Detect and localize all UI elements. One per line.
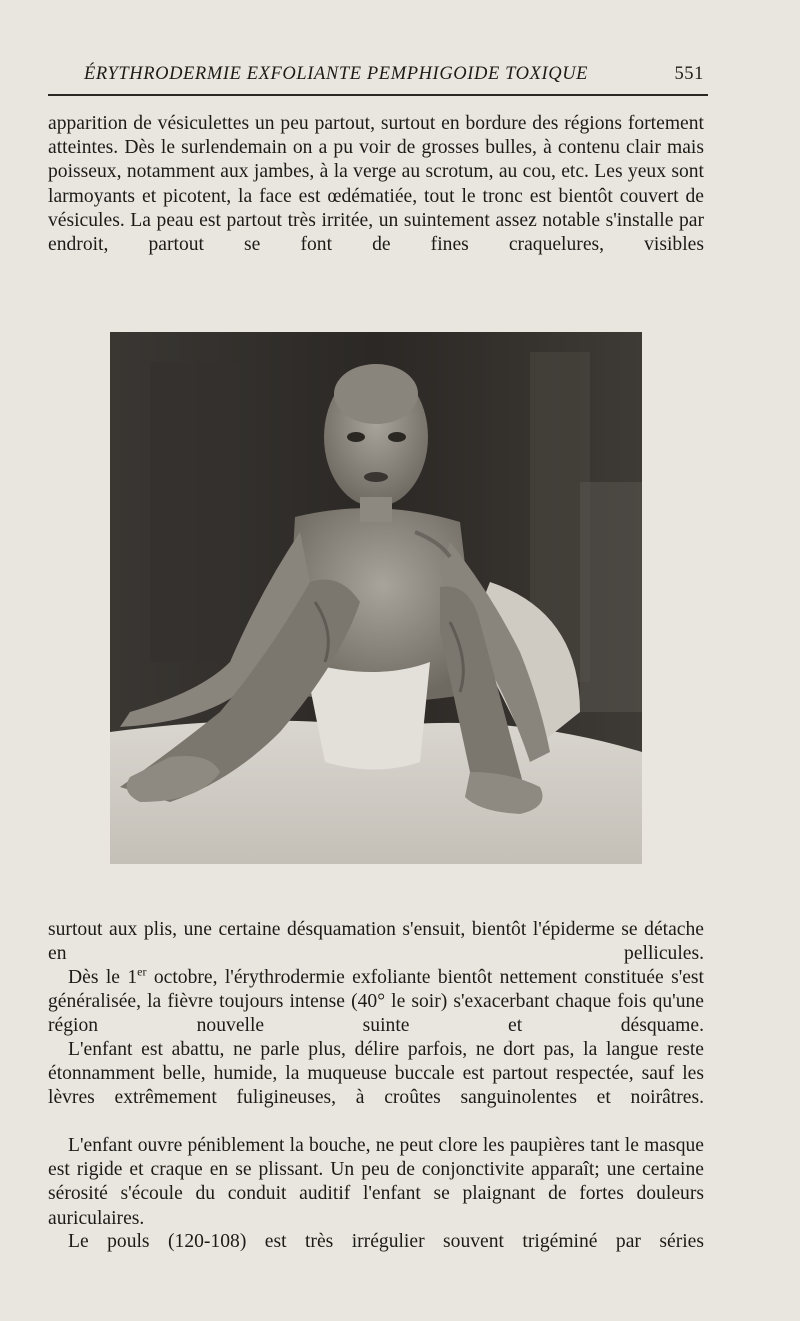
paragraph-2: surtout aux plis, une certaine désquamation s'ensuit, bientôt l'épiderme se détache en pellicules.: [48, 919, 704, 965]
patient-photograph: [110, 332, 642, 864]
paragraph-3-rest: octobre, l'érythrodermie exfoliante bientôt nettement constituée s'est généralisée, la fièvre toujours intense (40° le soir) s'exacerbant chaque fois qu'une région nouvelle suinte et désquame.: [48, 967, 704, 1037]
paragraph-1: apparition de vésiculettes un peu partout, surtout en bordure des régions fortement atteintes. Dès le surlendemain on a pu voir de grosses bulles, à contenu clair mais poisseux, notamment aux jambes, à la verge au scrotum, au cou, etc. Les yeux sont larmoyants et picotent, la face est œdématiée, tout le tronc est bientôt couvert de vésicules. La peau est partout très irritée, un suintement assez notable s'installe par endroit, partout se font de fines craquelures, visibles: [48, 113, 704, 256]
header-rule: [48, 94, 708, 96]
page-number: 551: [674, 64, 704, 84]
child-patient-photograph-icon: [110, 332, 642, 864]
paragraph-3-start: Dès le 1: [68, 967, 138, 988]
running-title: ÉRYTHRODERMIE EXFOLIANTE PEMPHIGOIDE TOXIQUE: [84, 64, 589, 84]
paragraph-4: L'enfant est abattu, ne parle plus, délire parfois, ne dort pas, la langue reste étonnamment belle, humide, la muqueuse buccale est partout respectée, sauf les lèvres extrêmement fuligineuses, à croûtes sanguinolentes et noirâtres.: [48, 1039, 704, 1109]
running-header: [48, 60, 708, 90]
paragraph-5: L'enfant ouvre péniblement la bouche, ne peut clore les paupières tant le masque est rigide et craque en se plissant. Un peu de conjonctivite apparaît; une certaine sérosité s'écoule du conduit auditif l'enfant se plaignant de fortes douleurs auriculaires.: [48, 1135, 704, 1229]
ordinal-superscript: er: [137, 964, 147, 979]
paragraph-6: Le pouls (120-108) est très irrégulier souvent trigéminé par séries: [68, 1231, 704, 1252]
paragraph-3: [48, 966, 704, 1039]
